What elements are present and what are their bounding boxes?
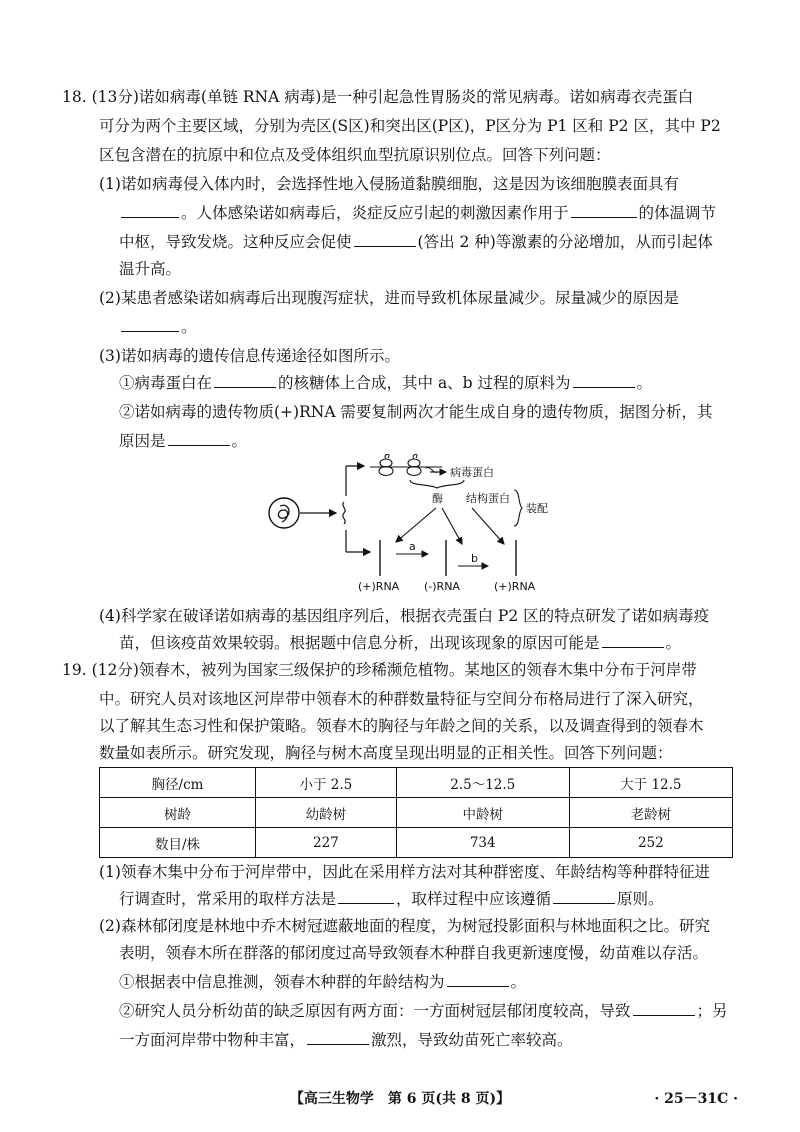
q19-part2-sub2-line2: 一方面河岸带中物种丰富， 激烈，导致幼苗死亡率较高。 xyxy=(119,1031,573,1049)
table-cell: 老龄树 xyxy=(569,798,732,828)
q18-part3-sub2-line1: ②诺如病毒的遗传物质(+)RNA 需要复制两次才能生成自身的遗传物质，据图分析，其 xyxy=(119,403,713,421)
table-row xyxy=(100,798,733,828)
q18-title: 18. (13分)诺如病毒(单链 RNA 病毒)是一种引起急性胃肠炎的常见病毒。诺如病毒衣壳蛋白 xyxy=(62,88,694,106)
answer-blank[interactable] xyxy=(121,202,179,218)
q19-intro-line4: 数量如表所示。研究发现，胸径与树木高度呈现出明显的正相关性。回答下列问题： xyxy=(99,744,673,762)
genetic-info-pathway-diagram xyxy=(262,454,562,594)
table-cell: 小于 2.5 xyxy=(256,768,397,798)
q18-intro-line3: 区包含潜在的抗原中和位点及受体组织血型抗原识别位点。回答下列问题： xyxy=(99,146,611,164)
q18-part1-line3: 中枢，导致发烧。这种反应会促使 (答出 2 种)等激素的分泌增加，从而引起体 xyxy=(119,233,713,251)
answer-blank[interactable] xyxy=(214,372,276,388)
page-footer: 【高三生物学 第 6 页(共 8 页)】 xyxy=(289,1091,511,1107)
q18-part2-line1: (2)某患者感染诺如病毒后出现腹泻症状，进而导致机体尿量减少。尿量减少的原因是 xyxy=(99,289,679,307)
q18-part3-sub2-line2: 原因是 。 xyxy=(119,432,248,450)
table-cell: 幼龄树 xyxy=(256,798,397,828)
answer-blank[interactable] xyxy=(553,888,615,904)
q18-part1-line2: 。人体感染诺如病毒后，炎症反应引起的刺激因素作用于 的体温调节 xyxy=(119,202,716,224)
table-cell: 734 xyxy=(396,828,569,858)
q19-intro-line3: 以了解其生态习性和保护策略。领春木的胸径与年龄之间的关系，以及调查得到的领春木 xyxy=(99,717,704,735)
table-cell: 大于 12.5 xyxy=(569,768,732,798)
answer-blank[interactable] xyxy=(633,1000,695,1016)
answer-blank[interactable] xyxy=(354,231,416,247)
answer-blank[interactable] xyxy=(121,316,179,332)
exam-code: · 25－31C · xyxy=(654,1091,738,1107)
table-cell: 胸径/cm xyxy=(100,768,256,798)
q19-title: 19. (12分)领春木，被列为国家三级保护的珍稀濒危植物。某地区的领春木集中分布于河岸带 xyxy=(62,661,697,679)
table-cell: 中龄树 xyxy=(396,798,569,828)
answer-blank[interactable] xyxy=(571,202,637,218)
label-a: a xyxy=(409,540,416,553)
q19-intro-line2: 中。研究人员对该地区河岸带中领春木的种群数量特征与空间分布格局进行了深入研究， xyxy=(99,690,704,708)
answer-blank[interactable] xyxy=(338,888,394,904)
table-cell: 252 xyxy=(569,828,732,858)
answer-blank[interactable] xyxy=(307,1029,369,1045)
q18-part4-line1: (4)科学家在破译诺如病毒的基因组序列后，根据衣壳蛋白 P2 区的特点研发了诺如病毒疫 xyxy=(99,607,710,625)
answer-blank[interactable] xyxy=(602,632,664,648)
rna-strand xyxy=(343,502,345,524)
q18-part3-line1: (3)诺如病毒的遗传信息传递途径如图所示。 xyxy=(99,347,400,365)
q18-intro-line2: 可分为两个主要区域，分别为壳区(S区)和突出区(P区)，P区分为 P1 区和 P2 区，其中 P2 xyxy=(99,117,721,135)
q19-part2-line2: 表明，领春木所在群落的郁闭度过高导致领春木种群自我更新速度慢，幼苗难以存活。 xyxy=(119,944,709,962)
q18-part3-sub1: ①病毒蛋白在 的核糖体上合成，其中 a、b 过程的原料为 。 xyxy=(119,374,653,392)
table-cell: 数目/株 xyxy=(100,828,256,858)
label-b: b xyxy=(471,552,478,565)
ribosome-icon xyxy=(380,459,392,467)
label-structural-protein: 结构蛋白 xyxy=(466,492,510,505)
label-viral-protein: 病毒蛋白 xyxy=(450,466,494,479)
table-row xyxy=(100,828,733,858)
virus-icon xyxy=(269,498,299,528)
q18-part1-line4: 温升高。 xyxy=(119,260,182,278)
answer-blank[interactable] xyxy=(447,971,509,987)
answer-blank[interactable] xyxy=(573,372,635,388)
q18-part4-line2: 苗，但该疫苗效果较弱。根据题中信息分析，出现该现象的原因可能是 。 xyxy=(119,634,682,652)
q19-part2-line1: (2)森林郁闭度是林地中乔木树冠遮蔽地面的程度，为树冠投影面积与林地面积之比。研究 xyxy=(99,917,710,935)
table-cell: 2.5～12.5 xyxy=(396,768,569,798)
label-assembly: 装配 xyxy=(526,502,548,515)
table-cell: 227 xyxy=(256,828,397,858)
q19-part1-line1: (1)领春木集中分布于河岸带中，因此在采用样方法对其种群密度、年龄结构等种群特征进 xyxy=(99,863,710,881)
answer-blank[interactable] xyxy=(168,430,230,446)
label-rna-plus-1: (+)RNA xyxy=(358,580,400,593)
label-rna-plus-2: (+)RNA xyxy=(494,580,536,593)
q19-part2-sub2-line1: ②研究人员分析幼苗的缺乏原因有两方面：一方面树冠层郁闭度较高，导致 ；另 xyxy=(119,1002,728,1020)
table-cell: 树龄 xyxy=(100,798,256,828)
q19-part1-line2: 行调查时，常采用的取样方法是 ，取样过程中应该遵循 原则。 xyxy=(119,890,664,908)
label-rna-minus: (-)RNA xyxy=(424,580,460,593)
table-row xyxy=(100,768,733,798)
q18-part2-line2: 。 xyxy=(119,316,197,338)
tree-data-table xyxy=(99,767,733,858)
q18-part1-line1: (1)诺如病毒侵入体内时，会选择性地入侵肠道黏膜细胞，这是因为该细胞膜表面具有 xyxy=(99,175,679,193)
label-enzyme: 酶 xyxy=(432,492,443,505)
ribosome-icon xyxy=(408,459,420,467)
q19-part2-sub1: ①根据表中信息推测，领春木种群的年龄结构为 。 xyxy=(119,973,527,991)
